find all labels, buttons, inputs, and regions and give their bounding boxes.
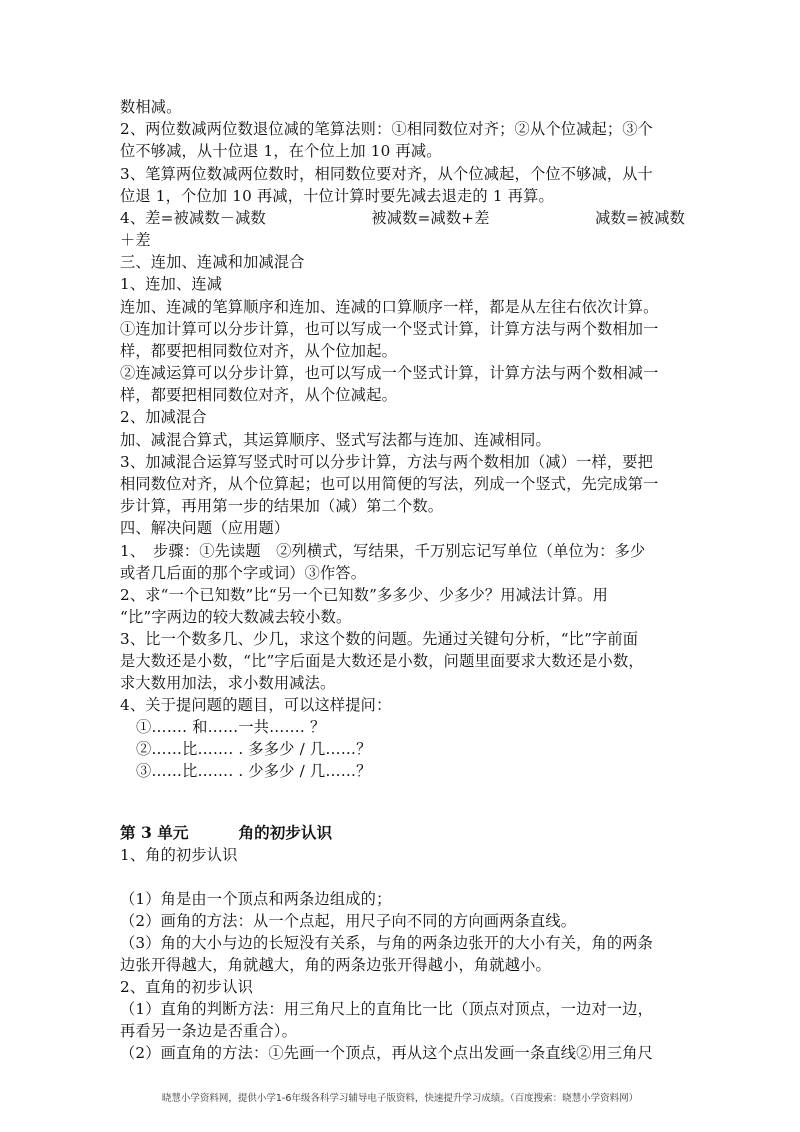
text-line: 2、两位数减两位数退位减的笔算法则：①相同数位对齐；②从个位减起；③个 (120, 120, 654, 138)
subsection-heading: 2、加减混合 (120, 408, 207, 426)
text-line: 数相减。 (120, 98, 182, 116)
text-line: 或者几后面的那个字或词）③作答。 (120, 564, 367, 582)
text-line: 求大数用加法，求小数用减法。 (120, 674, 336, 692)
subsection-heading: 1、连加、连减 (120, 275, 223, 293)
text-line: 再看另一条边是否重合）。 (120, 1022, 298, 1040)
text-line: 3、笔算两位数减两位数时，相同数位要对齐，从个位减起，个位不够减，从十 (120, 165, 654, 183)
text-line: （3）角的大小与边的长短没有关系，与角的两条边张开的大小有关，角的两条 (120, 934, 654, 952)
unit-title: 角的初步认识 (238, 823, 333, 842)
text-line: 位退 1，个位加 10 再减，十位计算时要先减去退走的 1 再算。 (120, 187, 554, 205)
text-line: ＋差 (120, 231, 151, 249)
text-line: （1）直角的判断方法：用三角尺上的直角比一比（顶点对顶点，一边对一边， (120, 1000, 654, 1018)
page-footer: 晓慧小学资料网，提供小学1-6年级各科学习辅导电子版资料，快速提升学习成绩。（百度搜索：晓慧小学资料网） (161, 1093, 639, 1104)
text-line: 3、加减混合运算写竖式时可以分步计算，方法与两个数相加（减）一样，要把 (120, 453, 654, 471)
text-line: （2）画直角的方法：①先画一个顶点，再从这个点出发画一条直线②用三角尺 (120, 1044, 654, 1062)
formula-line (120, 207, 685, 229)
text-line: 连加、连减的笔算顺序和连加、连减的口算顺序一样，都是从左往右依次计算。 (120, 298, 659, 316)
text-line: 位不够减，从十位退 1，在个位上加 10 再减。 (120, 142, 442, 160)
section-heading: 三、连加、连减和加减混合 (120, 253, 305, 271)
text-line: 相同数位对齐，从个位算起；也可以用简便的写法，列成一个竖式，先完成第一 (120, 475, 659, 493)
text-line: （2）画角的方法：从一个点起，用尺子向不同的方向画两条直线。 (120, 912, 577, 930)
text-line: “比”字两边的较大数减去较小数。 (120, 608, 352, 626)
subsection-heading: 2、直角的初步认识 (120, 978, 253, 996)
question-pattern: ②……比……. . 多多少 / 几……？ (136, 740, 372, 758)
text-line: 是大数还是小数，“比”字后面是大数还是小数，问题里面要求大数还是小数， (120, 652, 644, 670)
text-line: （1）角是由一个顶点和两条边组成的； (120, 890, 392, 908)
unit-heading (120, 822, 332, 844)
unit-number: 第 3 单元 (120, 823, 189, 842)
text-line: 样，都要把相同数位对齐，从个位减起。 (120, 386, 397, 404)
formula-difference: 4、差=被减数－减数 (120, 209, 266, 227)
text-line: 2、求“一个已知数”比“另一个已知数”多多少、少多少？用减法计算。用 (120, 586, 608, 604)
section-heading: 四、解决问题（应用题） (120, 519, 290, 537)
text-line: 3、比一个数多几、少几，求这个数的问题。先通过关键句分析，“比”字前面 (120, 630, 639, 648)
text-line: ①连加计算可以分步计算，也可以写成一个竖式计算，计算方法与两个数相加一 (120, 320, 659, 338)
text-line: 4、关于提问题的题目，可以这样提问： (120, 696, 392, 714)
text-line: 样，都要把相同数位对齐，从个位加起。 (120, 342, 397, 360)
formula-subtrahend: 减数=被减数 (595, 209, 685, 227)
text-line: 边张开得越大，角就越大，角的两条边张开得越小，角就越小。 (120, 956, 551, 974)
formula-minuend: 被减数=减数+差 (371, 209, 490, 227)
question-pattern: ③……比……. . 少多少 / 几……？ (136, 762, 372, 780)
text-line: ②连减运算可以分步计算，也可以写成一个竖式计算，计算方法与两个数相减一 (120, 364, 659, 382)
question-pattern: ①……. 和……一共……. ？ (136, 718, 326, 736)
text-line: 步计算，再用第一步的结果加（减）第二个数。 (120, 497, 444, 515)
subsection-heading: 1、角的初步认识 (120, 846, 238, 864)
text-line: 1、 步骤：①先读题 ②列横式，写结果，千万别忘记写单位（单位为：多少 (120, 542, 646, 560)
text-line: 加、减混合算式，其运算顺序、竖式写法都与连加、连减相同。 (120, 431, 551, 449)
